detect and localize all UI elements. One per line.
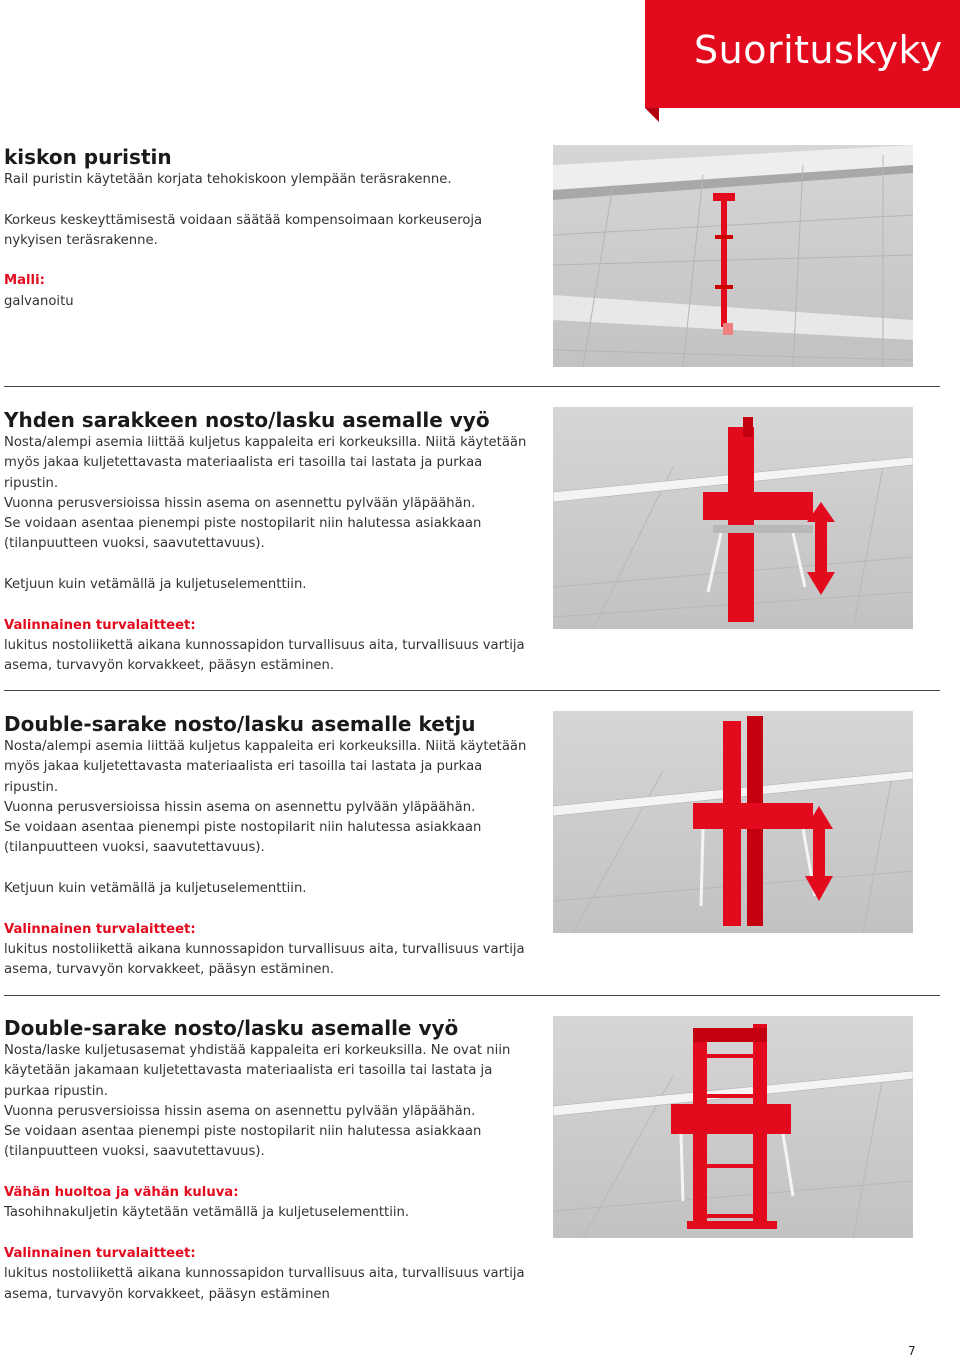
section-heading: kiskon puristin <box>4 145 172 169</box>
label-model-value: galvanoitu <box>4 293 74 309</box>
body-line: käytetään jakamaan kuljetettavasta materiaalista eri tasoilla tai lastata ja <box>4 1063 493 1079</box>
body-line: Ketjuun kuin vetämällä ja kuljetuselementtiin. <box>4 881 307 897</box>
body-line: (tilanpuutteen vuoksi, saavutettavuus). <box>4 840 265 856</box>
body-line <box>4 1163 534 1183</box>
body-line: (tilanpuutteen vuoksi, saavutettavuus). <box>4 536 265 552</box>
body-line: Korkeus keskeyttämisestä voidaan säätää kompensoimaan korkeuseroja <box>4 212 483 228</box>
body-line: Vuonna perusversioissa hissin asema on asennettu pylvään yläpäähän. <box>4 1103 476 1119</box>
body-line: myös jakaa kuljetettavasta materiaalista eri tasoilla tai lastata ja purkaa <box>4 455 483 471</box>
label-safety: Valinnainen turvalaitteet: <box>4 1245 196 1261</box>
body-line: ripustin. <box>4 779 59 795</box>
label-safety: Valinnainen turvalaitteet: <box>4 617 196 633</box>
section-divider <box>4 690 940 691</box>
page-number: 7 <box>908 1344 916 1358</box>
body-line: purkaa ripustin. <box>4 1083 108 1099</box>
body-line: Se voidaan asentaa pienempi piste nostopilarit niin halutessa asiakkaan <box>4 1124 482 1140</box>
section-body <box>4 433 534 677</box>
body-line: asema, turvavyön korvakkeet, pääsyn estäminen. <box>4 962 335 978</box>
body-line: Vuonna perusversioissa hissin asema on asennettu pylvään yläpäähän. <box>4 495 476 511</box>
body-line: Se voidaan asentaa pienempi piste nostopilarit niin halutessa asiakkaan <box>4 820 482 836</box>
body-line: Vuonna perusversioissa hissin asema on asennettu pylvään yläpäähän. <box>4 799 476 815</box>
body-line: lukitus nostoliikettä aikana kunnossapidon turvallisuus aita, turvallisuus vartija <box>4 637 525 653</box>
single-column-belt-image <box>553 407 913 629</box>
body-line: (tilanpuutteen vuoksi, saavutettavuus). <box>4 1144 265 1160</box>
body-line <box>4 595 534 615</box>
body-line <box>4 251 534 271</box>
body-line <box>4 899 534 919</box>
double-column-chain-image <box>553 711 913 933</box>
section-divider <box>4 995 940 996</box>
body-line: ripustin. <box>4 475 59 491</box>
body-line <box>4 1224 534 1244</box>
body-line: lukitus nostoliikettä aikana kunnossapidon turvallisuus aita, turvallisuus vartija <box>4 941 525 957</box>
body-line: Ketjuun kuin vetämällä ja kuljetuselementtiin. <box>4 577 307 593</box>
body-line: Tasohihnakuljetin käytetään vetämällä ja kuljetuselementtiin. <box>4 1205 410 1221</box>
body-line: Se voidaan asentaa pienempi piste nostopilarit niin halutessa asiakkaan <box>4 516 482 532</box>
section-body <box>4 737 534 981</box>
body-line <box>4 859 534 879</box>
body-line: Rail puristin käytetään korjata tehokiskoon ylempään teräsrakenne. <box>4 172 452 187</box>
label-safety: Valinnainen turvalaitteet: <box>4 921 196 937</box>
body-line: lukitus nostoliikettä aikana kunnossapidon turvallisuus aita, turvallisuus vartija <box>4 1266 525 1282</box>
label-low-maintenance: Vähän huoltoa ja vähän kuluva: <box>4 1185 239 1201</box>
page-title: Suorituskyky <box>694 28 943 72</box>
body-line <box>4 190 534 210</box>
body-line: nykyisen teräsrakenne. <box>4 232 158 248</box>
body-line: myös jakaa kuljetettavasta materiaalista eri tasoilla tai lastata ja purkaa <box>4 759 483 775</box>
body-line: Nosta/alempi asemia liittää kuljetus kappaleita eri korkeuksilla. Niitä käytetään <box>4 435 527 450</box>
rail-clamp-image <box>553 145 913 367</box>
section-divider <box>4 386 940 387</box>
section-heading: Yhden sarakkeen nosto/lasku asemalle vyö <box>4 408 490 432</box>
double-column-belt-image <box>553 1016 913 1238</box>
body-line: Nosta/laske kuljetusasemat yhdistää kappaleita eri korkeuksilla. Ne ovat niin <box>4 1043 511 1058</box>
body-line: Nosta/alempi asemia liittää kuljetus kappaleita eri korkeuksilla. Niitä käytetään <box>4 739 527 754</box>
body-line <box>4 555 534 575</box>
label-model: Malli: <box>4 273 45 289</box>
section-heading: Double-sarake nosto/lasku asemalle vyö <box>4 1016 459 1040</box>
body-line: asema, turvavyön korvakkeet, pääsyn estäminen <box>4 1286 330 1302</box>
section-body <box>4 170 534 312</box>
body-line: asema, turvavyön korvakkeet, pääsyn estäminen. <box>4 658 335 674</box>
section-body <box>4 1041 534 1305</box>
section-heading: Double-sarake nosto/lasku asemalle ketju <box>4 712 476 736</box>
header-tab-notch <box>645 108 659 122</box>
